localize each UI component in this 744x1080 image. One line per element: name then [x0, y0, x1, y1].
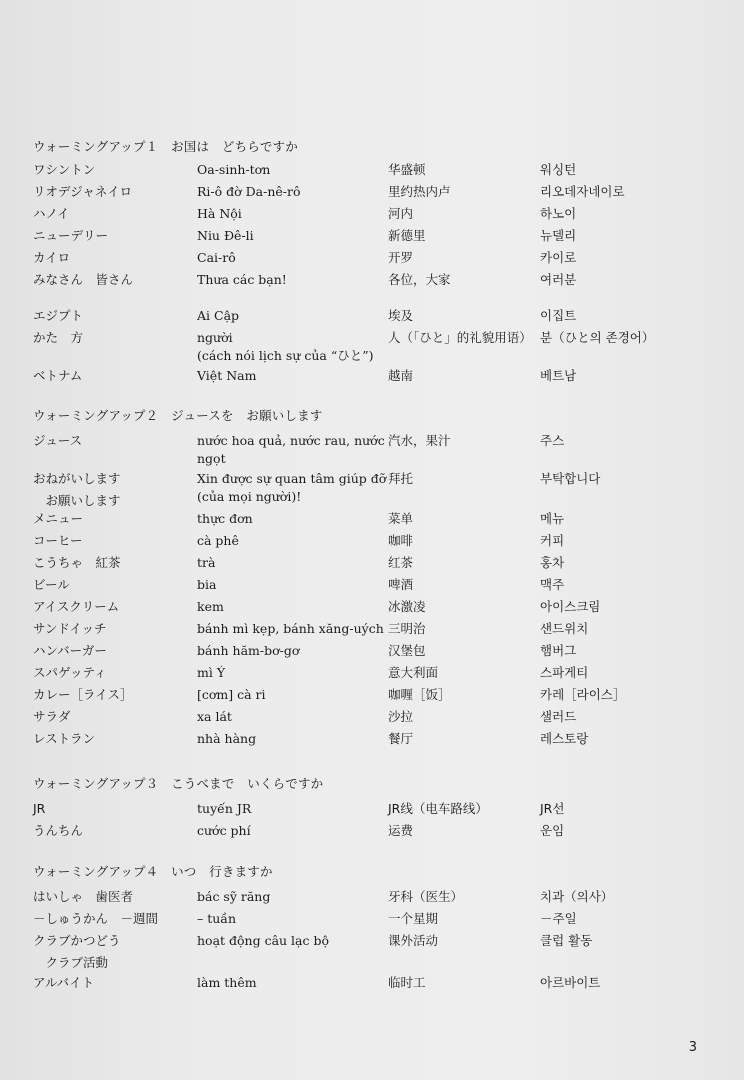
japanese-term-line: コーヒー	[33, 533, 83, 548]
vietnamese-translation-line: làm thêm	[197, 975, 257, 990]
chinese-translation-line: 汉堡包	[388, 643, 426, 658]
korean-translation-line: 홍차	[540, 555, 565, 570]
chinese-translation	[388, 930, 438, 952]
chinese-translation	[388, 203, 413, 225]
vietnamese-translation	[197, 888, 270, 906]
chinese-translation-line: 咖啡	[388, 533, 414, 548]
japanese-term-line: ハンバーガー	[33, 643, 107, 658]
japanese-term-line: ハノイ	[33, 206, 70, 221]
korean-translation-line: 레스토랑	[540, 731, 589, 746]
chinese-translation-line: JR线（电车路线）	[388, 801, 488, 816]
vietnamese-translation	[197, 329, 374, 365]
vietnamese-translation-line: kem	[197, 599, 224, 614]
korean-translation	[540, 468, 600, 490]
vietnamese-translation	[197, 730, 256, 748]
korean-translation-line: 커피	[540, 533, 565, 548]
japanese-term-line: カレー［ライス］	[33, 687, 133, 702]
vietnamese-translation	[197, 161, 270, 179]
chinese-translation	[388, 269, 451, 291]
japanese-term	[33, 972, 94, 994]
vietnamese-translation	[197, 576, 216, 594]
chinese-translation	[388, 618, 426, 640]
chinese-translation-line: 红茶	[388, 555, 414, 570]
vietnamese-translation	[197, 620, 384, 638]
korean-translation-line: 여러분	[540, 272, 577, 287]
chinese-translation-line: 拜托	[388, 471, 414, 486]
korean-translation	[540, 728, 588, 750]
vietnamese-translation-line: cà phê	[197, 533, 239, 548]
korean-translation-line: JR선	[540, 801, 565, 816]
vietnamese-translation	[197, 686, 266, 704]
korean-translation-line: 분（ひと의 존경어）	[540, 330, 655, 345]
chinese-translation-line: 开罗	[388, 250, 414, 265]
chinese-translation	[388, 468, 413, 490]
japanese-term-line: ニューデリー	[33, 228, 109, 243]
korean-translation	[540, 886, 613, 908]
japanese-term-line: エジプト	[33, 308, 84, 323]
chinese-translation-line: 咖喱［饭］	[388, 687, 451, 702]
vietnamese-translation-line: xa lát	[197, 709, 232, 724]
vietnamese-translation-line: mì Ý	[197, 665, 226, 680]
chinese-translation	[388, 684, 451, 706]
japanese-term	[33, 596, 119, 618]
chinese-translation	[388, 247, 413, 269]
vietnamese-translation-line: Ai Cập	[197, 308, 240, 323]
chinese-translation	[388, 430, 451, 452]
korean-translation-line: 베트남	[540, 368, 577, 383]
chinese-translation	[388, 908, 438, 930]
japanese-term	[33, 269, 133, 291]
japanese-term	[33, 159, 95, 181]
chinese-translation-line: 课外活动	[388, 933, 439, 948]
japanese-term	[33, 181, 132, 203]
chinese-translation	[388, 305, 413, 327]
korean-translation	[540, 798, 564, 820]
vietnamese-translation	[197, 708, 232, 726]
korean-translation	[540, 684, 625, 706]
japanese-term	[33, 886, 133, 908]
vietnamese-translation-line: bác sỹ răng	[197, 889, 271, 904]
korean-translation	[540, 430, 564, 452]
korean-translation	[540, 530, 564, 552]
korean-translation	[540, 327, 654, 349]
vietnamese-translation-line: Hà Nội	[197, 206, 242, 221]
korean-translation	[540, 908, 577, 930]
japanese-term-line: JR	[33, 801, 46, 816]
korean-translation	[540, 618, 588, 640]
japanese-term-line: レストラン	[33, 731, 96, 746]
chinese-translation-line: 三明治	[388, 621, 426, 636]
korean-translation-line: 스파게티	[540, 665, 589, 680]
korean-translation-line: 메뉴	[540, 511, 565, 526]
chinese-translation-line: 越南	[388, 368, 414, 383]
korean-translation	[540, 203, 576, 225]
japanese-term-line: アイスクリーム	[33, 599, 120, 614]
japanese-term-line: －しゅうかん －週間	[33, 911, 159, 926]
chinese-translation	[388, 181, 451, 203]
vietnamese-translation	[197, 532, 239, 550]
japanese-term-line: アルバイト	[33, 975, 95, 990]
vietnamese-translation	[197, 932, 329, 950]
japanese-term	[33, 728, 95, 750]
vietnamese-translation-line: Việt Nam	[197, 368, 257, 383]
vietnamese-translation	[197, 974, 257, 992]
japanese-term	[33, 706, 70, 728]
chinese-translation-line: 汽水，果汁	[388, 433, 451, 448]
chinese-translation	[388, 225, 426, 247]
japanese-term-line: クラブかつどう	[33, 933, 121, 948]
chinese-translation	[388, 365, 413, 387]
vietnamese-translation-line: nước hoa quả, nước rau, nước	[197, 433, 385, 448]
chinese-translation	[388, 972, 426, 994]
vietnamese-translation-line: Cai-rô	[197, 250, 236, 265]
japanese-term-line: おねがいします	[33, 471, 121, 486]
chinese-translation-line: 一个星期	[388, 911, 439, 926]
japanese-term-line: はいしゃ 歯医者	[33, 889, 134, 904]
chinese-translation	[388, 886, 463, 908]
vietnamese-translation-line: thực đơn	[197, 511, 253, 526]
korean-translation	[540, 972, 600, 994]
japanese-term	[33, 530, 83, 552]
japanese-term	[33, 908, 158, 930]
korean-translation	[540, 930, 592, 952]
chinese-translation	[388, 574, 413, 596]
korean-translation	[540, 508, 564, 530]
korean-translation	[540, 574, 564, 596]
korean-translation-line: 치과（의사）	[540, 889, 614, 904]
vietnamese-translation	[197, 642, 299, 660]
chinese-translation-line: 冰激凌	[388, 599, 426, 614]
chinese-translation-line: 河内	[388, 206, 414, 221]
korean-translation-line: 운임	[540, 823, 565, 838]
korean-translation-line: 클럽 활동	[540, 933, 593, 948]
vietnamese-translation	[197, 510, 253, 528]
section-heading: ウォーミングアップ３ こうべまで いくらですか	[33, 776, 324, 791]
vietnamese-translation-line: bánh mì kẹp, bánh xăng-uých	[197, 621, 384, 636]
japanese-term	[33, 468, 121, 512]
japanese-term-line: リオデジャネイロ	[33, 184, 133, 199]
vietnamese-translation	[197, 205, 242, 223]
chinese-translation	[388, 508, 413, 530]
section-heading: ウォーミングアップ１ お国は どちらですか	[33, 139, 298, 154]
japanese-term-line: カイロ	[33, 250, 71, 265]
korean-translation	[540, 596, 600, 618]
section-heading: ウォーミングアップ２ ジュースを お願いします	[33, 408, 323, 423]
chinese-translation-line: 菜单	[388, 511, 414, 526]
japanese-term	[33, 930, 121, 974]
vietnamese-translation-line: Oa-sinh-tơn	[197, 162, 271, 177]
vietnamese-translation	[197, 367, 256, 385]
korean-translation-line: －주일	[540, 911, 577, 926]
korean-translation	[540, 365, 576, 387]
japanese-term	[33, 327, 83, 349]
korean-translation-line: 워싱턴	[540, 162, 577, 177]
chinese-translation	[388, 552, 413, 574]
vietnamese-translation	[197, 432, 385, 468]
vietnamese-translation-line: – tuần	[197, 911, 237, 926]
japanese-term-line: ジュース	[33, 433, 83, 448]
vietnamese-translation-line: [cơm] cà ri	[197, 687, 266, 702]
japanese-term	[33, 552, 121, 574]
section-heading: ウォーミングアップ４ いつ 行きますか	[33, 864, 273, 879]
japanese-term	[33, 203, 69, 225]
chinese-translation	[388, 798, 488, 820]
vietnamese-translation	[197, 664, 225, 682]
chinese-translation	[388, 530, 413, 552]
vietnamese-translation	[197, 271, 287, 289]
japanese-term	[33, 430, 82, 452]
japanese-term	[33, 305, 83, 327]
korean-translation	[540, 552, 564, 574]
korean-translation	[540, 820, 564, 842]
korean-translation	[540, 706, 576, 728]
vietnamese-translation	[197, 183, 301, 201]
chinese-translation-line: 里约热内卢	[388, 184, 451, 199]
vietnamese-translation	[197, 910, 236, 928]
japanese-term	[33, 640, 107, 662]
japanese-term	[33, 574, 70, 596]
japanese-term-line: ベトナム	[33, 368, 83, 383]
japanese-term-line: こうちゃ 紅茶	[33, 555, 121, 570]
korean-translation-line: 아르바이트	[540, 975, 601, 990]
vietnamese-translation-line: trà	[197, 555, 216, 570]
japanese-term	[33, 618, 107, 640]
vietnamese-translation-line: cước phí	[197, 823, 251, 838]
japanese-term-line: お願いします	[33, 493, 121, 508]
vietnamese-translation-line: Ri-ô đờ Da-nê-rô	[197, 184, 301, 199]
korean-translation	[540, 662, 588, 684]
japanese-term-line: ビール	[33, 577, 70, 592]
korean-translation-line: 카레［라이스］	[540, 687, 626, 702]
korean-translation-line: 맥주	[540, 577, 565, 592]
japanese-term-line: スパゲッティ	[33, 665, 107, 680]
korean-translation-line: 리오데자네이로	[540, 184, 625, 199]
chinese-translation-line: 人（「ひと」的礼貌用语）	[388, 330, 532, 345]
korean-translation-line: 샐러드	[540, 709, 577, 724]
vietnamese-translation-line: Niu Đê-li	[197, 228, 254, 243]
vietnamese-translation	[197, 598, 224, 616]
japanese-term	[33, 662, 107, 684]
korean-translation-line: 부탁합니다	[540, 471, 601, 486]
japanese-term-line: かた 方	[33, 330, 84, 345]
chinese-translation	[388, 706, 413, 728]
chinese-translation-line: 运费	[388, 823, 414, 838]
chinese-translation	[388, 728, 413, 750]
japanese-term-line: ワシントン	[33, 162, 96, 177]
chinese-translation-line: 新德里	[388, 228, 426, 243]
vietnamese-translation-line: hoạt động câu lạc bộ	[197, 933, 330, 948]
japanese-term-line: サラダ	[33, 709, 71, 724]
vietnamese-translation-line: nhà hàng	[197, 731, 257, 746]
korean-translation	[540, 640, 576, 662]
vietnamese-translation-line: bia	[197, 577, 217, 592]
japanese-term	[33, 247, 70, 269]
korean-translation	[540, 159, 576, 181]
vietnamese-translation-line: (cách nói lịch sự của “ひと”)	[197, 348, 374, 363]
japanese-term	[33, 225, 108, 247]
page-number: 3	[688, 1040, 697, 1055]
japanese-term-line: うんちん	[33, 823, 84, 838]
chinese-translation	[388, 159, 426, 181]
vietnamese-translation-line: người	[197, 330, 233, 345]
korean-translation	[540, 305, 576, 327]
korean-translation-line: 햄버그	[540, 643, 577, 658]
vietnamese-translation-line: ngọt	[197, 451, 226, 466]
vietnamese-translation	[197, 554, 215, 572]
chinese-translation-line: 沙拉	[388, 709, 414, 724]
vietnamese-translation-line: bánh hăm-bơ-gơ	[197, 643, 300, 658]
japanese-term-line: みなさん 皆さん	[33, 272, 134, 287]
chinese-translation-line: 埃及	[388, 308, 414, 323]
chinese-translation	[388, 820, 413, 842]
vietnamese-translation	[197, 470, 386, 506]
korean-translation-line: 뉴델리	[540, 228, 577, 243]
vietnamese-translation-line: (của mọi người)!	[197, 489, 302, 504]
korean-translation-line: 주스	[540, 433, 565, 448]
chinese-translation-line: 啤酒	[388, 577, 414, 592]
chinese-translation-line: 餐厅	[388, 731, 414, 746]
vietnamese-translation-line: Thưa các bạn!	[197, 272, 287, 287]
vietnamese-translation	[197, 822, 251, 840]
vietnamese-translation	[197, 307, 239, 325]
chinese-translation	[388, 596, 426, 618]
vietnamese-translation	[197, 227, 254, 245]
vietnamese-translation	[197, 800, 251, 818]
korean-translation	[540, 181, 625, 203]
vietnamese-translation-line: Xin được sự quan tâm giúp đỡ	[197, 471, 387, 486]
chinese-translation-line: 临时工	[388, 975, 426, 990]
chinese-translation-line: 华盛顿	[388, 162, 426, 177]
chinese-translation-line: 各位，大家	[388, 272, 451, 287]
japanese-term	[33, 365, 82, 387]
chinese-translation-line: 牙科（医生）	[388, 889, 464, 904]
japanese-term-line: サンドイッチ	[33, 621, 107, 636]
chinese-translation	[388, 327, 532, 349]
korean-translation	[540, 247, 576, 269]
japanese-term	[33, 508, 83, 530]
korean-translation-line: 하노이	[540, 206, 577, 221]
chinese-translation	[388, 662, 438, 684]
korean-translation-line: 샌드위치	[540, 621, 589, 636]
japanese-term-line: クラブ活動	[33, 955, 109, 970]
japanese-term	[33, 820, 83, 842]
vietnamese-translation-line: tuyến JR	[197, 801, 252, 816]
korean-translation	[540, 269, 576, 291]
japanese-term	[33, 798, 45, 820]
japanese-term	[33, 684, 133, 706]
korean-translation-line: 이집트	[540, 308, 577, 323]
korean-translation	[540, 225, 576, 247]
chinese-translation	[388, 640, 426, 662]
chinese-translation-line: 意大利面	[388, 665, 439, 680]
korean-translation-line: 카이로	[540, 250, 577, 265]
japanese-term-line: メニュー	[33, 511, 84, 526]
korean-translation-line: 아이스크림	[540, 599, 601, 614]
vietnamese-translation	[197, 249, 236, 267]
